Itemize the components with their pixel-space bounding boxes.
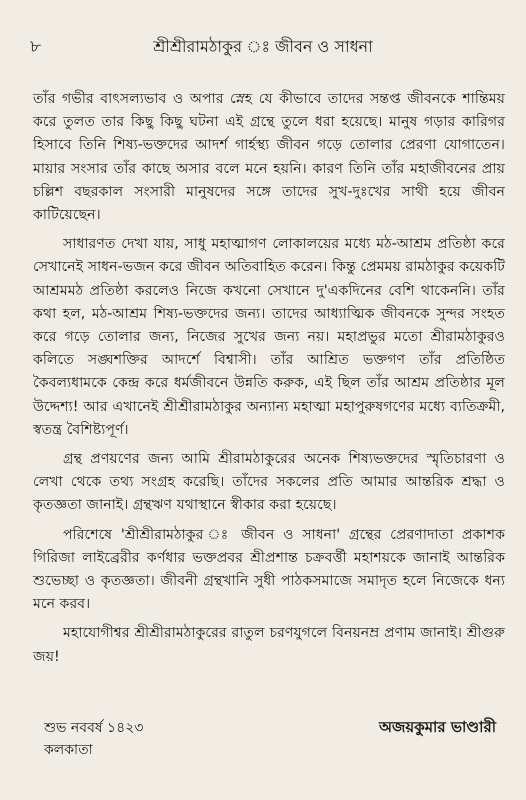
- running-title: শ্রীশ্রীরামঠাকুর ঃ জীবন ও সাধনা: [153, 37, 373, 56]
- paragraph: মহাযোগীশ্বর শ্রীশ্রীরামঠাকুরের রাতুল চরণযুগলে বিনয়নম্র প্রণাম জানাই। শ্রীগুরু জয়!: [33, 625, 505, 665]
- author-name: অজয়কুমার ভাণ্ডারী: [378, 718, 496, 736]
- paragraph: তাঁর গভীর বাৎসল্যভাব ও অপার স্নেহ যে কীভাবে তাদের সন্তপ্ত জীবনকে শান্তিময় করে তুলত তার কিছু কিছু ঘটনা এই গ্রন্থে তুলে ধরা হয়েছে। মানুষ গড়ার কারিগর হিসাবে তিনি শিষ্য-ভক্তদের আদর্শ গার্হস্থ্য জীবন গড়ে তোলার প্রেরণা যোগাতেন। মায়ার সংসার তাঁর কাছে অসার বলে মনে হয়নি। কারণ তিনি তাঁর মহাজীবনের প্রায় চল্লিশ বছরকাল সংসারী মানুষদের সঙ্গে তাদের সুখ-দুঃখের সাথী হয়ে জীবন কাটিয়েছেন।: [33, 91, 505, 224]
- paragraph: গ্রন্থ প্রণয়ণের জন্য আমি শ্রীরামঠাকুরের অনেক শিষ্যভক্তদের স্মৃতিচারণা ও লেখা থেকে তথ্য সংগ্রহ করেছি। তাঁদের সকলের প্রতি আমার আন্তরিক শ্রদ্ধা ও কৃতজ্ঞতা জানাই। গ্রন্থঋণ যথাস্থানে স্বীকার করা হয়েছে।: [33, 451, 505, 514]
- page-number: ৮: [30, 37, 42, 57]
- paragraph: সাধারণত দেখা যায়, সাধু মহাত্মাগণ লোকালয়ের মধ্যে মঠ-আশ্রম প্রতিষ্ঠা করে সেখানেই সাধন-ভজন করে জীবন অতিবাহিত করেন। কিন্তু প্রেমময় রামঠাকুর কয়েকটি আশ্রমমঠ প্রতিষ্ঠা করলেও নিজে কখনো সেখানে দু'একদিনের বেশি থাকেননি। তাঁর কথা হল, মঠ-আশ্রম শিষ্য-ভক্তদের জন্য। তাদের আধ্যাত্মিক জীবনকে সুন্দর সংহত করে গড়ে তোলার জন্য, নিজের সুখের জন্য নয়। মহাপ্রভুর মতো শ্রীরামঠাকুরও কলিতে সঙ্ঘশক্তির আদর্শে বিশ্বাসী। তাঁর আশ্রিত ভক্তগণ তাঁর প্রতিষ্ঠিত কৈবল্যধামকে কেন্দ্র করে ধর্মজীবনে উন্নতি করুক, এই ছিল তাঁর আশ্রম প্রতিষ্ঠার মূল উদ্দেশ্য! আর এখানেই শ্রীশ্রীরামঠাকুর অন্যান্য মহাত্মা মহাপুরুষগণের মধ্যে ব্যতিক্রমী, স্বতন্ত্র বৈশিষ্ট্যপূর্ণ।: [33, 236, 505, 438]
- page-header: [30, 34, 496, 58]
- body-text: [33, 88, 505, 669]
- paragraph: পরিশেষে 'শ্রীশ্রীরামঠাকুর ঃ জীবন ও সাধনা' গ্রন্থের প্রেরণাদাতা প্রকাশক গিরিজা লাইব্রেরীর কর্ণধার ভক্তপ্রবর শ্রীপ্রশান্ত চক্রবর্ত্তী মহাশয়কে জানাই আন্তরিক শুভেচ্ছা ও কৃতজ্ঞতা। জীবনী গ্রন্থখানি সুধী পাঠকসমাজে সমাদৃত হলে নিজেকে ধন্য মনে করব।: [33, 526, 505, 613]
- date: শুভ নববর্ষ ১৪২৩: [44, 720, 144, 736]
- place: কলকাতা: [44, 742, 93, 758]
- signature-block: [44, 716, 496, 776]
